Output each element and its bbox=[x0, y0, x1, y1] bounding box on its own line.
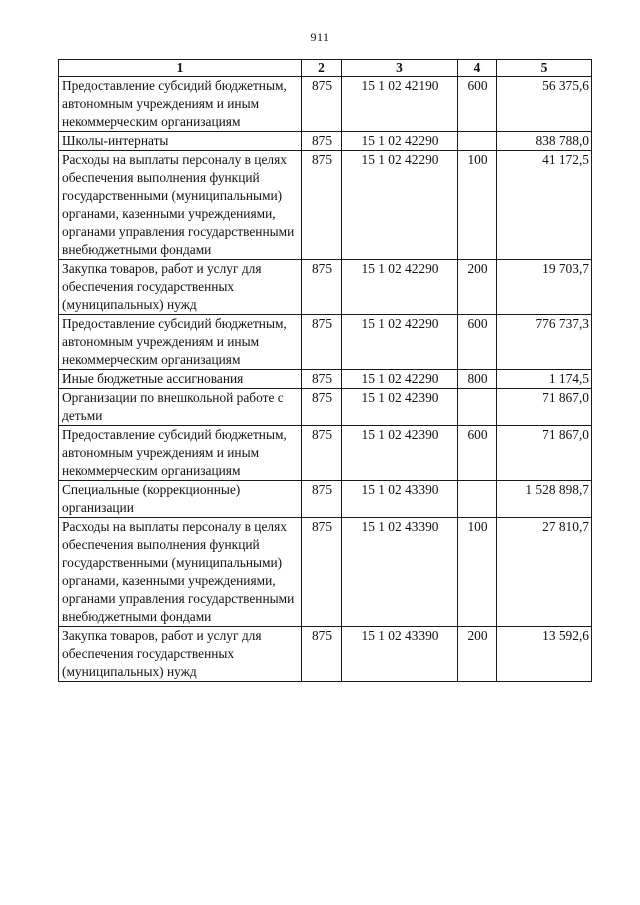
row-admin-code: 875 bbox=[302, 132, 342, 151]
row-target-code: 15 1 02 42290 bbox=[342, 370, 458, 389]
budget-table bbox=[58, 59, 592, 682]
row-expense-type: 600 bbox=[458, 315, 497, 370]
row-target-code: 15 1 02 42190 bbox=[342, 77, 458, 132]
row-amount: 13 592,6 bbox=[497, 627, 592, 682]
row-expense-type: 200 bbox=[458, 627, 497, 682]
table-row bbox=[59, 627, 592, 682]
row-target-code: 15 1 02 42290 bbox=[342, 132, 458, 151]
row-target-code: 15 1 02 43390 bbox=[342, 627, 458, 682]
row-admin-code: 875 bbox=[302, 426, 342, 481]
row-name: Расходы на выплаты персоналу в целях обеспечения выполнения функций государственными (муниципальными) органами, казенными учреждениями, органами управления государственными внебюджетными фондами bbox=[59, 151, 302, 260]
row-target-code: 15 1 02 43390 bbox=[342, 518, 458, 627]
row-target-code: 15 1 02 42290 bbox=[342, 260, 458, 315]
row-name: Иные бюджетные ассигнования bbox=[59, 370, 302, 389]
row-target-code: 15 1 02 42290 bbox=[342, 315, 458, 370]
row-expense-type: 600 bbox=[458, 77, 497, 132]
table-header bbox=[59, 60, 592, 77]
row-target-code: 15 1 02 42390 bbox=[342, 426, 458, 481]
table-row bbox=[59, 389, 592, 426]
table-row bbox=[59, 315, 592, 370]
table-row bbox=[59, 518, 592, 627]
row-expense-type: 100 bbox=[458, 518, 497, 627]
row-name: Предоставление субсидий бюджетным, автономным учреждениям и иным некоммерческим организациям bbox=[59, 315, 302, 370]
table-row bbox=[59, 370, 592, 389]
header-col-4: 4 bbox=[458, 60, 497, 77]
row-target-code: 15 1 02 43390 bbox=[342, 481, 458, 518]
row-admin-code: 875 bbox=[302, 481, 342, 518]
row-name: Специальные (коррекционные) организации bbox=[59, 481, 302, 518]
table-row bbox=[59, 77, 592, 132]
row-expense-type: 100 bbox=[458, 151, 497, 260]
row-admin-code: 875 bbox=[302, 260, 342, 315]
table-row bbox=[59, 481, 592, 518]
row-name: Предоставление субсидий бюджетным, автономным учреждениям и иным некоммерческим организациям bbox=[59, 77, 302, 132]
header-col-5: 5 bbox=[497, 60, 592, 77]
table-row bbox=[59, 132, 592, 151]
row-amount: 71 867,0 bbox=[497, 389, 592, 426]
row-amount: 1 528 898,7 bbox=[497, 481, 592, 518]
row-expense-type: 600 bbox=[458, 426, 497, 481]
row-amount: 19 703,7 bbox=[497, 260, 592, 315]
row-name: Закупка товаров, работ и услуг для обеспечения государственных (муниципальных) нужд bbox=[59, 260, 302, 315]
table-body bbox=[59, 77, 592, 682]
row-amount: 71 867,0 bbox=[497, 426, 592, 481]
row-admin-code: 875 bbox=[302, 77, 342, 132]
row-name: Организации по внешкольной работе с детьми bbox=[59, 389, 302, 426]
row-name: Расходы на выплаты персоналу в целях обеспечения выполнения функций государственными (муниципальными) органами, казенными учреждениями, органами управления государственными внебюджетными фондами bbox=[59, 518, 302, 627]
row-expense-type bbox=[458, 389, 497, 426]
row-amount: 838 788,0 bbox=[497, 132, 592, 151]
row-admin-code: 875 bbox=[302, 151, 342, 260]
page-number: 911 bbox=[310, 30, 330, 44]
row-name: Школы-интернаты bbox=[59, 132, 302, 151]
row-amount: 27 810,7 bbox=[497, 518, 592, 627]
row-admin-code: 875 bbox=[302, 370, 342, 389]
row-amount: 56 375,6 bbox=[497, 77, 592, 132]
header-col-2: 2 bbox=[302, 60, 342, 77]
header-col-3: 3 bbox=[342, 60, 458, 77]
row-admin-code: 875 bbox=[302, 315, 342, 370]
row-admin-code: 875 bbox=[302, 627, 342, 682]
row-expense-type bbox=[458, 132, 497, 151]
table-row bbox=[59, 260, 592, 315]
row-admin-code: 875 bbox=[302, 518, 342, 627]
row-amount: 776 737,3 bbox=[497, 315, 592, 370]
row-name: Закупка товаров, работ и услуг для обеспечения государственных (муниципальных) нужд bbox=[59, 627, 302, 682]
table-row bbox=[59, 151, 592, 260]
header-row bbox=[59, 60, 592, 77]
row-amount: 1 174,5 bbox=[497, 370, 592, 389]
row-target-code: 15 1 02 42290 bbox=[342, 151, 458, 260]
row-target-code: 15 1 02 42390 bbox=[342, 389, 458, 426]
header-col-1: 1 bbox=[59, 60, 302, 77]
row-expense-type bbox=[458, 481, 497, 518]
row-admin-code: 875 bbox=[302, 389, 342, 426]
table-row bbox=[59, 426, 592, 481]
row-name: Предоставление субсидий бюджетным, автономным учреждениям и иным некоммерческим организациям bbox=[59, 426, 302, 481]
row-amount: 41 172,5 bbox=[497, 151, 592, 260]
row-expense-type: 800 bbox=[458, 370, 497, 389]
row-expense-type: 200 bbox=[458, 260, 497, 315]
